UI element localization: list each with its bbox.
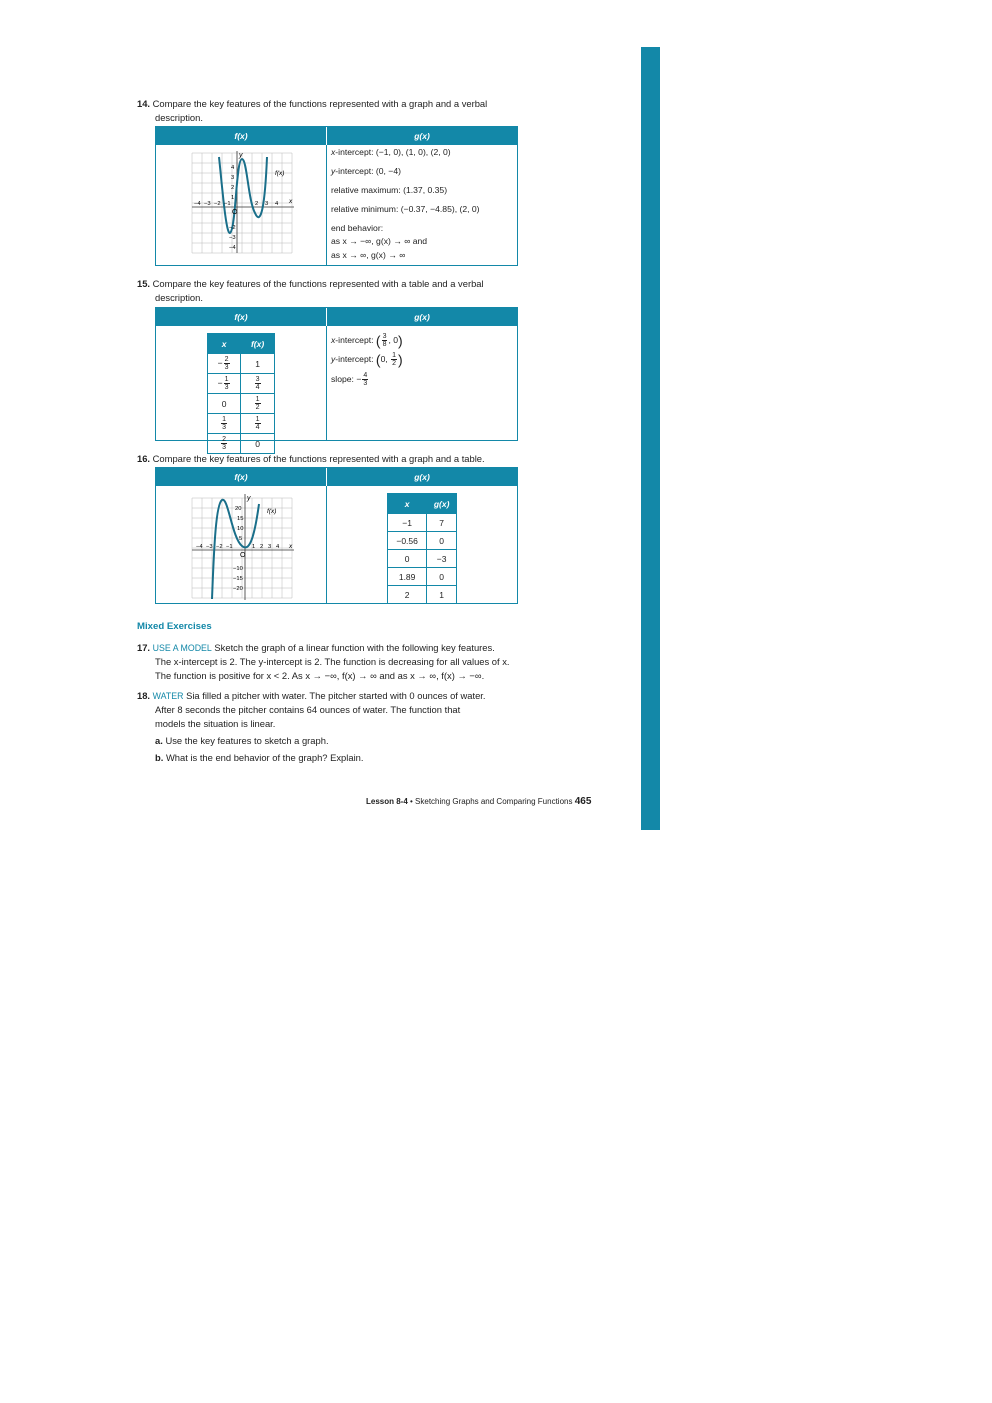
question-number: 16. xyxy=(137,453,151,464)
table-row xyxy=(208,354,275,374)
tick-label: 2 xyxy=(255,201,259,207)
fraction xyxy=(362,372,368,387)
question-number: 17. xyxy=(137,642,151,653)
var-x: x xyxy=(331,147,336,157)
table-header xyxy=(156,468,517,486)
x-intercept-label: -intercept: xyxy=(335,335,374,345)
question-text-cont: After 8 seconds the pitcher contains 64 ounces of water. The function that xyxy=(155,704,461,715)
tick-label: 10 xyxy=(237,526,244,532)
table-row xyxy=(208,374,275,394)
part-label: b. xyxy=(155,752,164,763)
table-header xyxy=(156,127,517,145)
paren-open: ( xyxy=(375,351,381,368)
fraction xyxy=(224,376,230,391)
slope-text xyxy=(331,371,369,387)
fraction xyxy=(382,333,388,348)
numerator: 3 xyxy=(255,376,260,383)
description-cell xyxy=(327,145,517,265)
graph-cell xyxy=(156,145,327,265)
numerator: 1 xyxy=(255,416,260,423)
f-curve xyxy=(219,157,267,233)
cell-gx: 0 xyxy=(427,532,457,550)
question-text-cont: description. xyxy=(155,112,203,123)
comparison-table-14 xyxy=(155,126,518,266)
var-x: x xyxy=(331,335,336,345)
sign: − xyxy=(217,377,223,388)
graph-f-16 xyxy=(156,486,326,603)
question-text: Compare the key features of the functions represented with a graph and a table. xyxy=(152,453,485,464)
cell-fx: 1 xyxy=(241,354,275,374)
tick-label: −4 xyxy=(194,201,201,207)
question-number: 14. xyxy=(137,98,151,109)
question-text: Sketch the graph of a linear function with the following key features. xyxy=(214,642,495,653)
keyword-label: WATER xyxy=(152,691,184,701)
question-number: 18. xyxy=(137,690,151,701)
table-header xyxy=(156,308,517,326)
denominator: 4 xyxy=(255,384,260,391)
lesson-number: Lesson 8-4 xyxy=(366,797,408,806)
cell-x: 1.89 xyxy=(388,568,427,586)
fraction xyxy=(255,376,261,391)
description-cell xyxy=(327,326,517,440)
question-number: 15. xyxy=(137,278,151,289)
header-g: g(x) xyxy=(414,472,430,482)
cell-gx: 1 xyxy=(427,586,457,604)
tick-label: 2 xyxy=(260,544,264,550)
paren-open: ( xyxy=(375,332,381,349)
y-intercept-text xyxy=(331,351,403,367)
numerator: 1 xyxy=(224,376,229,383)
table-row xyxy=(388,550,457,568)
cell-fx xyxy=(241,394,275,414)
x-coordinate: 0, xyxy=(380,354,388,364)
origin-label: O xyxy=(240,552,246,559)
cell-fx: 0 xyxy=(241,434,275,454)
y-axis-label: y xyxy=(247,495,251,502)
x-intercept-value: -intercept: (−1, 0), (1, 0), (2, 0) xyxy=(335,147,451,157)
function-label: f(x) xyxy=(267,508,277,515)
cell-x xyxy=(208,434,241,454)
table-row xyxy=(388,514,457,532)
table-row xyxy=(388,586,457,604)
tick-label: 5 xyxy=(239,536,243,542)
tick-label: 15 xyxy=(237,516,244,522)
fraction xyxy=(255,396,261,411)
fraction xyxy=(221,416,227,431)
cell-x: 0 xyxy=(208,394,241,414)
x-axis-label: x xyxy=(289,543,293,550)
tick-label: 1 xyxy=(252,544,256,550)
tick-label: 2 xyxy=(231,185,235,191)
y-axis-label: y xyxy=(239,152,243,159)
page-number: 465 xyxy=(574,796,592,807)
cell-x xyxy=(208,414,241,434)
denominator: 3 xyxy=(222,424,227,431)
slope-label: slope: − xyxy=(331,374,362,384)
part-text: What is the end behavior of the graph? Explain. xyxy=(165,752,364,763)
end-behavior-line1: as x → −∞, g(x) → ∞ and xyxy=(331,236,428,246)
numerator: 1 xyxy=(392,352,397,360)
cell-x xyxy=(208,354,241,374)
graph-cell xyxy=(156,486,327,603)
question-15 xyxy=(137,277,567,305)
cell-gx: 0 xyxy=(427,568,457,586)
question-text-cont: The x-intercept is 2. The y-intercept is 2. The function is decreasing for all values of x. xyxy=(155,656,510,667)
table-cell xyxy=(156,326,327,451)
col-header-fx: f(x) xyxy=(241,334,275,354)
y-coordinate: 0 xyxy=(393,335,399,345)
y-intercept-text xyxy=(331,166,401,177)
origin-label: O xyxy=(232,209,238,216)
numerator: 1 xyxy=(222,416,227,423)
question-text-cont: description. xyxy=(155,292,203,303)
tick-label: −3 xyxy=(204,201,211,207)
denominator: 3 xyxy=(224,364,229,371)
sign: − xyxy=(217,357,223,368)
numerator: 2 xyxy=(224,356,229,363)
denominator: 3 xyxy=(224,384,229,391)
x-intercept-text: x-intercept: ( $\frac{3}{8}$ , 0) xyxy=(331,332,403,349)
end-behavior-line2: as x → ∞, g(x) → ∞ xyxy=(331,250,406,260)
cell-x: −1 xyxy=(388,514,427,532)
numerator: 3 xyxy=(382,333,387,341)
cell-gx: 7 xyxy=(427,514,457,532)
relative-maximum: relative maximum: (1.37, 0.35) xyxy=(331,185,448,195)
paren-close: ) xyxy=(398,332,403,349)
lesson-title: Sketching Graphs and Comparing Functions xyxy=(415,797,573,806)
keyword-label: USE A MODEL xyxy=(152,643,212,653)
denominator: 2 xyxy=(255,404,260,411)
comparison-table-16 xyxy=(155,467,518,604)
graph-f-14 xyxy=(156,145,326,265)
table-row xyxy=(208,434,275,454)
part-a xyxy=(155,735,329,746)
question-text: Sia filled a pitcher with water. The pitcher started with 0 ounces of water. xyxy=(186,690,486,701)
tick-label: −3 xyxy=(206,544,213,550)
function-label: f(x) xyxy=(275,170,285,177)
table-row xyxy=(208,414,275,434)
tick-label: 3 xyxy=(265,201,269,207)
numerator: 1 xyxy=(255,396,260,403)
fraction xyxy=(224,356,230,371)
var-y: y xyxy=(331,166,336,176)
denominator: 8 xyxy=(382,341,387,349)
denominator: 2 xyxy=(392,360,397,368)
denominator: 3 xyxy=(363,380,368,388)
cell-x: −0.56 xyxy=(388,532,427,550)
tick-label: −3 xyxy=(229,235,236,241)
numerator: 4 xyxy=(363,372,368,380)
tick-label: −4 xyxy=(196,544,203,550)
table-row xyxy=(388,568,457,586)
col-header-x: x xyxy=(208,334,241,354)
tick-label: −2 xyxy=(214,201,221,207)
tick-label: −15 xyxy=(233,576,243,582)
values-table-f xyxy=(207,333,275,454)
col-header-x: x xyxy=(388,494,427,514)
tick-label: −10 xyxy=(233,566,243,572)
cell-x xyxy=(208,374,241,394)
var-y: y xyxy=(331,354,336,364)
tick-label: −20 xyxy=(233,586,243,592)
header-f: f(x) xyxy=(156,468,327,486)
question-17 xyxy=(137,641,567,683)
question-16 xyxy=(137,452,567,466)
side-color-bar xyxy=(641,47,660,830)
fraction xyxy=(221,436,227,451)
numerator: 2 xyxy=(222,436,227,443)
header-f: f(x) xyxy=(156,308,327,326)
part-label: a. xyxy=(155,735,163,746)
tick-label: 4 xyxy=(276,544,280,550)
question-text: Compare the key features of the functions represented with a table and a verbal xyxy=(152,278,484,289)
tick-label: 20 xyxy=(235,506,242,512)
textbook-page xyxy=(0,0,660,830)
header-f: f(x) xyxy=(156,127,327,145)
col-header-gx: g(x) xyxy=(427,494,457,514)
denominator: 3 xyxy=(222,444,227,451)
cell-x: 2 xyxy=(388,586,427,604)
tick-label: 3 xyxy=(231,175,235,181)
paren-close: ) xyxy=(398,351,403,368)
footer-separator: • xyxy=(407,797,416,806)
tick-label: −4 xyxy=(229,245,236,251)
x-intercept-text xyxy=(331,147,451,158)
denominator: 4 xyxy=(255,424,260,431)
tick-label: −1 xyxy=(224,201,231,207)
tick-label: 1 xyxy=(231,195,235,201)
section-heading: Mixed Exercises xyxy=(137,621,212,632)
table-cell xyxy=(327,486,517,603)
x-axis-label: x xyxy=(289,198,293,205)
y-intercept-label: -intercept: xyxy=(335,354,374,364)
cell-gx: −3 xyxy=(427,550,457,568)
part-b xyxy=(155,752,363,763)
values-table-g xyxy=(387,493,457,604)
question-18 xyxy=(137,689,567,731)
question-text-cont: The function is positive for x < 2. As x → −∞, f(x) → ∞ and as x → ∞, f(x) → −∞. xyxy=(155,670,485,681)
table-row xyxy=(388,532,457,550)
table-row xyxy=(208,394,275,414)
fraction xyxy=(391,352,397,367)
header-g: g(x) xyxy=(414,131,430,141)
tick-label: −1 xyxy=(226,544,233,550)
question-text-cont: models the situation is linear. xyxy=(155,718,276,729)
relative-minimum: relative minimum: (−0.37, −4.85), (2, 0) xyxy=(331,204,480,214)
cell-fx xyxy=(241,374,275,394)
part-text: Use the key features to sketch a graph. xyxy=(165,735,329,746)
fraction xyxy=(255,416,261,431)
cell-fx xyxy=(241,414,275,434)
end-behavior-label: end behavior: xyxy=(331,223,384,233)
header-g: g(x) xyxy=(414,312,430,322)
page-footer xyxy=(366,796,591,807)
tick-label: 4 xyxy=(275,201,279,207)
tick-label: 4 xyxy=(231,165,235,171)
cell-x: 0 xyxy=(388,550,427,568)
tick-label: −2 xyxy=(229,225,236,231)
y-intercept-value: -intercept: (0, −4) xyxy=(335,166,401,176)
tick-label: 3 xyxy=(268,544,272,550)
question-text: Compare the key features of the functions represented with a graph and a verbal xyxy=(152,98,488,109)
comparison-table-15 xyxy=(155,307,518,451)
tick-label: −2 xyxy=(216,544,223,550)
question-14 xyxy=(137,97,567,125)
